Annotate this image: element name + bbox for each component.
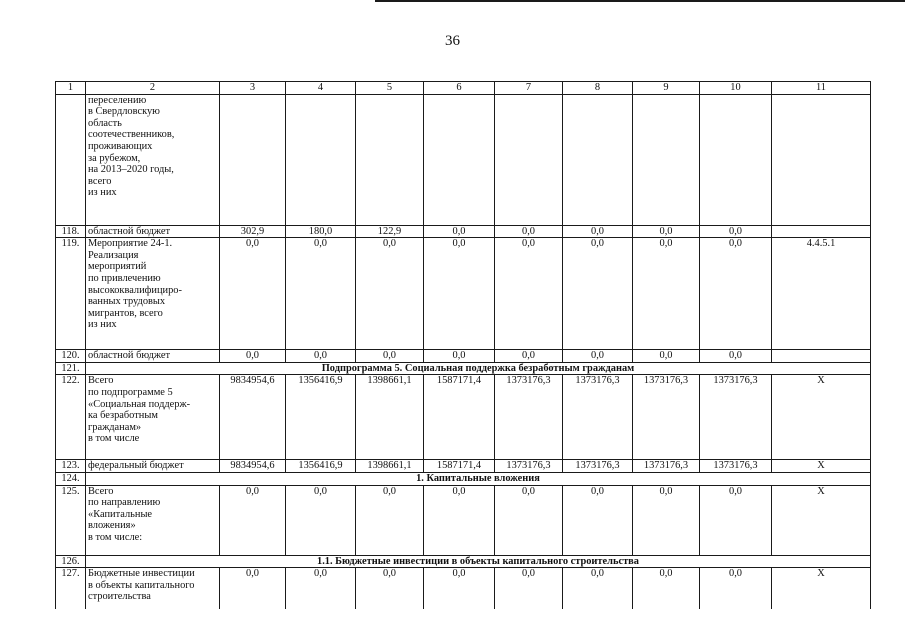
- column-header: 10: [700, 82, 772, 95]
- amount-cell: 302,9: [220, 225, 286, 238]
- section-row: [56, 555, 871, 568]
- column-header: 1: [56, 82, 86, 95]
- budget-table: [55, 81, 870, 640]
- table-row: [56, 375, 871, 460]
- row-number: [56, 94, 86, 225]
- amount-cell: 0,0: [633, 350, 700, 363]
- amount-cell: 1373176,3: [633, 375, 700, 460]
- row-number: 123.: [56, 460, 86, 473]
- amount-cell: 0,0: [286, 568, 356, 609]
- row-name: федеральный бюджет: [86, 460, 220, 473]
- target-code-cell: Х: [772, 375, 871, 460]
- row-number: 122.: [56, 375, 86, 460]
- section-row: [56, 472, 871, 485]
- amount-cell: [424, 94, 495, 225]
- amount-cell: 0,0: [563, 568, 633, 609]
- amount-cell: 1587171,4: [424, 460, 495, 473]
- amount-cell: 0,0: [563, 225, 633, 238]
- target-code-cell: [772, 225, 871, 238]
- amount-cell: 0,0: [495, 225, 563, 238]
- row-name: Всего по подпрограмме 5 «Социальная поддерж- ка безработным гражданам» в том числе: [86, 375, 220, 460]
- amount-cell: [563, 94, 633, 225]
- amount-cell: 0,0: [495, 350, 563, 363]
- amount-cell: 0,0: [424, 350, 495, 363]
- amount-cell: 0,0: [563, 485, 633, 555]
- amount-cell: 1587171,4: [424, 375, 495, 460]
- amount-cell: 1373176,3: [633, 460, 700, 473]
- row-number: 121.: [56, 362, 86, 375]
- amount-cell: 0,0: [424, 238, 495, 350]
- amount-cell: 1373176,3: [495, 460, 563, 473]
- row-name: Бюджетные инвестиции в объекты капитального строительства: [86, 568, 220, 609]
- page-number: 36: [445, 33, 460, 49]
- section-row: [56, 362, 871, 375]
- amount-cell: 0,0: [495, 485, 563, 555]
- row-number: 125.: [56, 485, 86, 555]
- amount-cell: 0,0: [220, 238, 286, 350]
- target-code-cell: Х: [772, 460, 871, 473]
- amount-cell: 1373176,3: [495, 375, 563, 460]
- amount-cell: 0,0: [495, 568, 563, 609]
- column-header: 5: [356, 82, 424, 95]
- row-number: 118.: [56, 225, 86, 238]
- row-number: 120.: [56, 350, 86, 363]
- section-title: 1. Капитальные вложения: [86, 472, 871, 485]
- column-header: 8: [563, 82, 633, 95]
- amount-cell: [700, 94, 772, 225]
- amount-cell: 0,0: [286, 485, 356, 555]
- amount-cell: 0,0: [700, 225, 772, 238]
- amount-cell: 0,0: [424, 568, 495, 609]
- row-name: Мероприятие 24-1. Реализация мероприятий по привлечению высококвалифициро- ванных трудовых мигрантов, всего из них: [86, 238, 220, 350]
- table-body: [56, 82, 871, 609]
- column-header: 3: [220, 82, 286, 95]
- amount-cell: 0,0: [356, 350, 424, 363]
- amount-cell: 9834954,6: [220, 375, 286, 460]
- amount-cell: 1356416,9: [286, 375, 356, 460]
- amount-cell: 0,0: [424, 225, 495, 238]
- column-header: 9: [633, 82, 700, 95]
- row-number: 124.: [56, 472, 86, 485]
- row-name: переселению в Свердловскую область соотечественников, проживающих за рубежом, на 2013–2020 годы, всего из них: [86, 94, 220, 225]
- amount-cell: [220, 94, 286, 225]
- amount-cell: 1356416,9: [286, 460, 356, 473]
- amount-cell: 0,0: [633, 225, 700, 238]
- amount-cell: 0,0: [700, 238, 772, 350]
- column-header: 4: [286, 82, 356, 95]
- table-row: [56, 238, 871, 350]
- amount-cell: 0,0: [700, 485, 772, 555]
- target-code-cell: Х: [772, 485, 871, 555]
- target-code-cell: [772, 350, 871, 363]
- amount-cell: 0,0: [700, 350, 772, 363]
- row-name: Всего по направлению «Капитальные вложения» в том числе:: [86, 485, 220, 555]
- target-code-cell: [772, 94, 871, 225]
- row-number: 127.: [56, 568, 86, 609]
- amount-cell: 122,9: [356, 225, 424, 238]
- row-number: 119.: [56, 238, 86, 350]
- amount-cell: 1398661,1: [356, 375, 424, 460]
- amount-cell: 0,0: [356, 568, 424, 609]
- amount-cell: 0,0: [286, 350, 356, 363]
- amount-cell: 0,0: [286, 238, 356, 350]
- amount-cell: 0,0: [633, 238, 700, 350]
- amount-cell: [495, 94, 563, 225]
- column-header: 7: [495, 82, 563, 95]
- section-title: 1.1. Бюджетные инвестиции в объекты капитального строительства: [86, 555, 871, 568]
- amount-cell: 0,0: [495, 238, 563, 350]
- amount-cell: 1373176,3: [700, 375, 772, 460]
- amount-cell: [286, 94, 356, 225]
- column-header: 2: [86, 82, 220, 95]
- target-code-cell: 4.4.5.1: [772, 238, 871, 350]
- amount-cell: 0,0: [356, 238, 424, 350]
- amount-cell: 0,0: [424, 485, 495, 555]
- amount-cell: 0,0: [633, 568, 700, 609]
- target-code-cell: Х: [772, 568, 871, 609]
- table-row: [56, 460, 871, 473]
- amount-cell: 9834954,6: [220, 460, 286, 473]
- amount-cell: 0,0: [563, 350, 633, 363]
- table-row: [56, 568, 871, 609]
- row-name: областной бюджет: [86, 225, 220, 238]
- amount-cell: 1398661,1: [356, 460, 424, 473]
- row-name: областной бюджет: [86, 350, 220, 363]
- amount-cell: 0,0: [633, 485, 700, 555]
- table-row: [56, 485, 871, 555]
- table-row: [56, 94, 871, 225]
- amount-cell: 180,0: [286, 225, 356, 238]
- amount-cell: 0,0: [220, 568, 286, 609]
- top-rule: [375, 0, 905, 2]
- column-header: 6: [424, 82, 495, 95]
- amount-cell: 0,0: [563, 238, 633, 350]
- amount-cell: 0,0: [356, 485, 424, 555]
- amount-cell: 0,0: [220, 350, 286, 363]
- amount-cell: [356, 94, 424, 225]
- amount-cell: [633, 94, 700, 225]
- table-row: [56, 225, 871, 238]
- amount-cell: 0,0: [700, 568, 772, 609]
- row-number: 126.: [56, 555, 86, 568]
- column-header: 11: [772, 82, 871, 95]
- amount-cell: 1373176,3: [563, 460, 633, 473]
- amount-cell: 1373176,3: [563, 375, 633, 460]
- budget-table-grid: [55, 81, 871, 609]
- amount-cell: 1373176,3: [700, 460, 772, 473]
- section-title: Подпрограмма 5. Социальная поддержка безработным гражданам: [86, 362, 871, 375]
- header-row: [56, 82, 871, 95]
- table-row: [56, 350, 871, 363]
- amount-cell: 0,0: [220, 485, 286, 555]
